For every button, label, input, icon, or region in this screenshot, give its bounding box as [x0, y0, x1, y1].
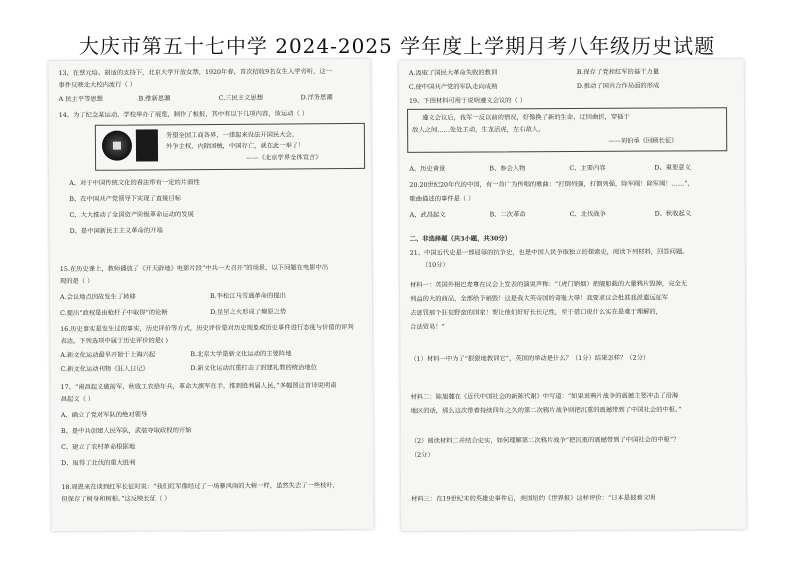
q18-option-b: B.保存了党和红军的基干力量 [576, 68, 660, 76]
q19-option-d: D、重要意义 [654, 164, 691, 172]
q17-stem-cont: 昌起义（ ） [60, 395, 95, 404]
q13-stem: 13、在蔡元培、胡适的支持下，北京大学开放女禁，1920年春，首次招收9名女生入学旁听，这一 [58, 68, 333, 78]
q13-option-a: A 民主平等思想 [58, 95, 103, 104]
q17-stem: 17、“南昌起义破前军，秋收工农拾年兵，革命大旗军在手，推到胜利属人民，”多幅图这首诗说明南 [60, 382, 337, 392]
q17-option-a: A、确立了党对军队的绝对领导 [60, 411, 148, 420]
q17-option-c: C、建立了农村革命根据地 [61, 443, 136, 452]
q19-quote-source: ——刘伯承《回顾长征》 [608, 137, 678, 145]
q19-quote-line2: 敌人之间……处处主动，生龙活虎，左右敌人， [412, 126, 545, 134]
q13-option-d: D.洋务思潮 [300, 94, 333, 102]
seal-image [136, 129, 158, 161]
q14-quote-line1: 务望全国工商各界，一律起来设法开国民大会， [165, 131, 299, 140]
q21-material2-line1: 材料二：陈旭麓在《近代中国社会的新陈代谢》中写道：“如果说鸦片战争的震撼主要冲击了沿海 [410, 392, 679, 401]
q20-option-c: C、北伐战争 [569, 210, 606, 219]
q21-material1-line1: 材料一：英国外相巴麦尊在议会上发表的演说声称：“（虎门销烟）把舰船载的大量鸦片毁掉，完全无 [409, 280, 688, 289]
q21-stem: 21、中国近代史是一部屈辱的抗争史，也是中国人民争取独立的探索史，阅读下列材料，回答问题。 [409, 248, 689, 257]
q21-material1-line2: 利益的大的商品，全部给予销毁！这是我大英帝国的奇耻大辱！我要求议会批准我派遣远征军 [410, 294, 669, 303]
q15-option-a: A.会议地点因故发生了转移 [59, 293, 136, 302]
q21-subquestion-2-score: （2分） [410, 451, 434, 459]
right-page [399, 59, 746, 531]
q13-option-b: B.维新思潮 [138, 95, 171, 103]
q21-material2-line2: 地区的话，那么这次带着持续四年之久的第二次鸦片战争则把沉重的震撼带到了中国社会的中枢。” [410, 406, 682, 415]
q21-subquestion-1: （1）材料一中为了“狠狠地教训它”，英国的举动是什么？（1分）结果怎样？（2分） [410, 354, 650, 363]
q21-score: （10分） [421, 261, 449, 269]
q13-option-c: C.三民主义思想 [218, 94, 264, 102]
q16-stem-cont: 表达。下列选项中属于历史评价的是( ) [60, 337, 169, 346]
q16-option-a: A.新文化运动最早开始于上海兴起 [60, 351, 156, 360]
coin-image [102, 131, 132, 161]
q20-stem: 20.20世纪20年代的中国，有一首广为传唱的歌曲：“打倒列强，打倒列强，除军阀！除军阀！……”， [409, 180, 694, 189]
q16-option-d: D.新文化运动沉重打击了封建礼教的统治地位 [190, 364, 318, 373]
q16-stem: 16.历史事实是发生过的事实，历史评价等方式，历史评价是对历史现象或历史事件进行态度与价值的评判 [60, 324, 354, 334]
q17-option-d: D、取得了北伐的重大胜利 [61, 459, 136, 468]
q15-stem-cont: 现的是（ ） [59, 277, 94, 286]
q20-option-d: D、秋收起义 [654, 210, 692, 218]
q14-option-b: B、在中国共产党领导下实现了直接目标 [69, 195, 182, 203]
q13-stem-cont: 事件反映北大校内流行（ ） [58, 81, 137, 90]
q14-option-a: A、对于中国传统文化的看法带有一定的片面性 [69, 179, 200, 187]
q16-option-b: B.北京大学是新文化运动的主要阵地 [190, 350, 292, 359]
q19-material-box [407, 107, 727, 153]
q18-option-c: C.使中国共产党的军队走向成熟 [408, 83, 498, 91]
q19-option-b: B、参会人物 [489, 165, 526, 173]
q15-option-d: D.星星之火形成了燎原之势 [210, 308, 287, 317]
section-two-title: 二、非选择题（共3小题，共30分） [409, 235, 512, 243]
q14-quote-source: ——《北京学界全体宣言》 [246, 154, 322, 162]
q21-material1-line3: 去惩罚那个狂妄野蛮的国家！要让他们好好长长记性，至于借口说什么实在是难于理解的， [410, 308, 662, 317]
q15-stem: 15.在历史课上，教师播放了《开天辟地》电影片段“中共一大召开”的场景，以下问题在电影中出 [59, 264, 329, 274]
left-page [48, 59, 373, 531]
q20-option-a: A、武昌起义 [409, 211, 446, 219]
q21-material3-line1: 材料三：在19世纪末的英雄史事件后，美国纽约《世界报》这样评价：“日本是披着文明 [411, 494, 656, 503]
q20-stem-cont: 歌曲描述的事件是（ ） [409, 195, 475, 203]
q20-option-b: B、二次革命 [489, 211, 526, 219]
q18-option-d: D.推动了国共合作局面的形成 [576, 82, 660, 90]
q18-stem: 18.周恩来在谈到红军长征时说：“我们红军像经过了一场暴风雨的大树一样，虽然失去了一些枝叶， [61, 482, 340, 492]
q21-subquestion-2: （2）阅读材料二并结合史实，如何理解第二次鸦片战争“把沉重的震撼带到了中国社会的中枢”？ [410, 436, 680, 445]
q21-material1-line4: 合法贸易！” [410, 323, 445, 331]
q14-material-box [95, 123, 365, 171]
q18-option-a: A.汲取了国民大革命失败的教训 [408, 69, 498, 77]
q14-option-c: C、大大推动了全国资产阶级革命运动的发展 [69, 211, 194, 219]
q19-stem: 19、下图材料可用于说明遵义会议的（ ） [408, 97, 527, 105]
q14-option-d: D、是中国新民主主义革命的开端 [69, 227, 163, 235]
q15-option-b: B.李松江马雪通革命的提出 [209, 292, 286, 301]
q19-option-a: A、历史背景 [409, 165, 446, 173]
q15-option-c: C.提出“政权是由枪杆子中取得”的论断 [60, 309, 168, 318]
q14-quote-line2: 外争主权，内除国贼，中国存亡，就在此一举了！ [165, 142, 305, 151]
q19-quote-line1: 遵义会议后，我军一反以前的情况，好像换了新的生命，迂回曲折，穿插于 [422, 113, 630, 122]
q16-option-c: C.新文化运动刊物《狂人日记》 [60, 365, 150, 374]
q17-option-b: B、是中共创建人民军队，武装夺取政权的开始 [60, 427, 192, 436]
exam-title: 大庆市第五十七中学 2024-2025 学年度上学期月考八年级历史试题 [78, 34, 716, 58]
q18-stem-cont: 但保存了树身和树根。”这反映长征（ ） [61, 495, 171, 504]
q14-stem: 14、为了纪念某运动，学校举办了展览，制作了板报，其中有以下几项内容，该运动（ ） [58, 110, 309, 120]
q19-option-c: C、主要内容 [569, 164, 606, 173]
